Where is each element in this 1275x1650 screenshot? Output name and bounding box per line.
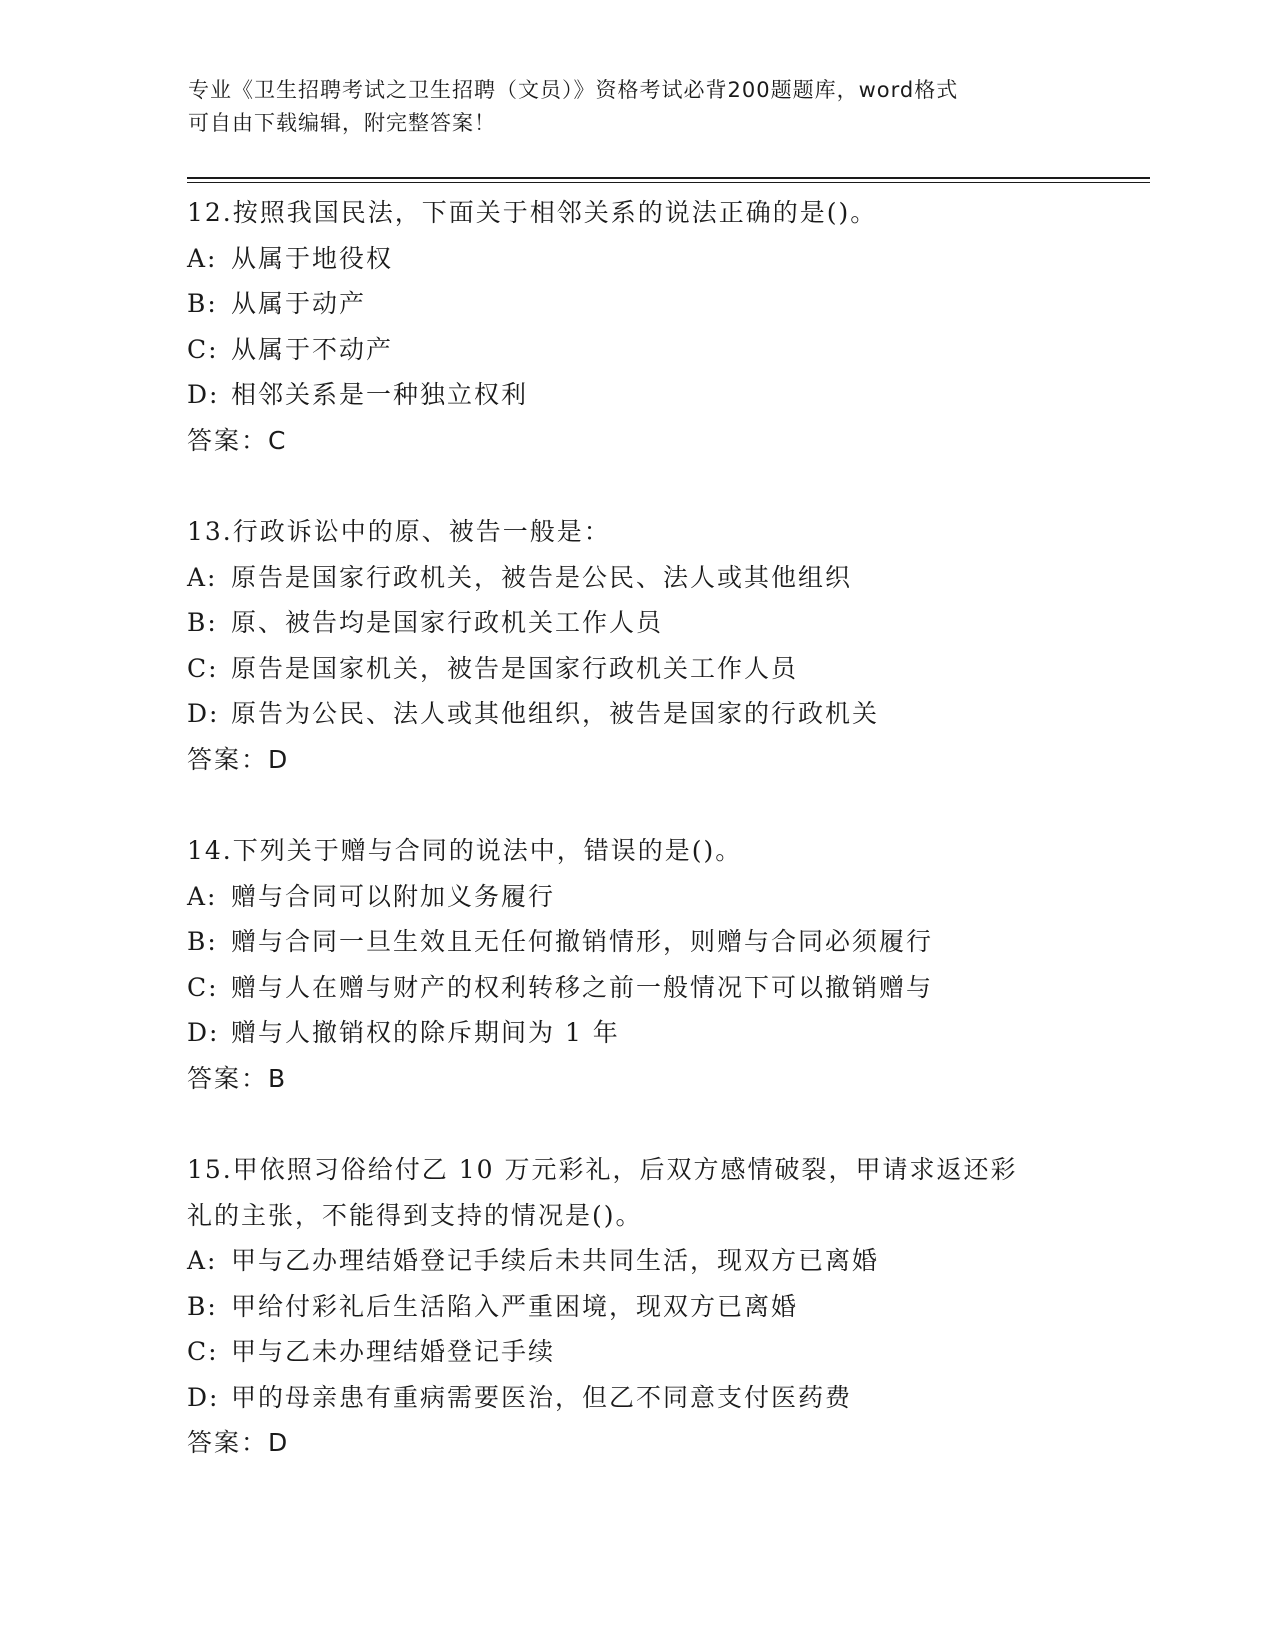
- question-list: [187, 190, 1087, 1466]
- option-letter: B:: [187, 289, 218, 318]
- option-letter: D:: [187, 699, 220, 728]
- answer-line: 答案：D: [187, 1428, 290, 1457]
- question-stem: 12.按照我国民法，下面关于相邻关系的说法正确的是()。: [187, 198, 878, 227]
- option-text: 原告为公民、法人或其他组织，被告是国家的行政机关: [231, 699, 880, 728]
- question-13: [187, 509, 1087, 782]
- answer-line: 答案：C: [187, 425, 288, 455]
- option-letter: A:: [187, 562, 218, 592]
- option-letter: C:: [187, 1337, 219, 1366]
- option-text: 原、被告均是国家行政机关工作人员: [231, 608, 664, 637]
- option-text: 甲给付彩礼后生活陷入严重困境，现双方已离婚: [231, 1291, 799, 1321]
- option-text: 甲的母亲患有重病需要医治，但乙不同意支付医药费: [231, 1382, 853, 1412]
- option-letter: A:: [187, 881, 218, 911]
- question-stem: 13.行政诉讼中的原、被告一般是：: [187, 517, 611, 546]
- question-spacer: [187, 782, 1087, 828]
- option-text: 原告是国家机关，被告是国家行政机关工作人员: [231, 653, 799, 683]
- option-a: [187, 236, 1087, 282]
- option-b: [187, 919, 1087, 965]
- question-stem-line-1: 15.甲依照习俗给付乙 10 万元彩礼，后双方感情破裂，甲请求返还彩: [187, 1155, 1018, 1184]
- document-header: [188, 74, 1088, 140]
- option-text: 甲与乙未办理结婚登记手续: [231, 1337, 556, 1366]
- option-letter: D:: [187, 380, 220, 409]
- option-d: [187, 372, 1087, 418]
- answer-line: 答案：D: [187, 744, 290, 774]
- option-text: 赠与人撤销权的除斥期间为 1 年: [231, 1018, 620, 1047]
- option-b: [187, 1284, 1087, 1330]
- option-letter: B:: [187, 1291, 218, 1321]
- option-letter: B:: [187, 927, 218, 956]
- option-c: [187, 646, 1087, 692]
- option-letter: D:: [187, 1018, 220, 1047]
- option-text: 赠与合同一旦生效且无任何撤销情形，则赠与合同必须履行: [231, 927, 934, 956]
- option-c: [187, 327, 1087, 373]
- option-d: [187, 1375, 1087, 1421]
- header-divider-thin: [187, 182, 1150, 183]
- question-stem: 14.下列关于赠与合同的说法中，错误的是()。: [187, 836, 743, 865]
- header-title-line-1: 专业《卫生招聘考试之卫生招聘（文员）》资格考试必背200题题库，word格式: [188, 78, 959, 102]
- option-a: [187, 555, 1087, 601]
- question-spacer: [187, 463, 1087, 509]
- option-b: [187, 600, 1087, 646]
- question-stem-line-2: 礼的主张，不能得到支持的情况是()。: [187, 1200, 643, 1230]
- option-d: [187, 1010, 1087, 1056]
- option-letter: A:: [187, 243, 218, 273]
- option-b: [187, 281, 1087, 327]
- option-c: [187, 965, 1087, 1011]
- option-text: 赠与人在赠与财产的权利转移之前一般情况下可以撤销赠与: [231, 972, 934, 1002]
- option-letter: C:: [187, 972, 219, 1002]
- question-15: [187, 1147, 1087, 1466]
- option-letter: D:: [187, 1382, 220, 1412]
- header-divider-thick: [187, 177, 1150, 179]
- question-12: [187, 190, 1087, 463]
- option-text: 甲与乙办理结婚登记手续后未共同生活，现双方已离婚: [231, 1246, 880, 1275]
- answer-line: 答案：B: [187, 1063, 288, 1093]
- option-text: 从属于地役权: [231, 243, 394, 273]
- option-text: 赠与合同可以附加义务履行: [231, 881, 556, 911]
- option-c: [187, 1329, 1087, 1375]
- question-spacer: [187, 1101, 1087, 1147]
- option-text: 相邻关系是一种独立权利: [231, 380, 529, 409]
- question-14: [187, 828, 1087, 1101]
- option-d: [187, 691, 1087, 737]
- header-title-line-2: 可自由下载编辑，附完整答案！: [188, 111, 496, 135]
- option-text: 从属于动产: [231, 289, 367, 318]
- option-text: 从属于不动产: [231, 334, 394, 364]
- option-letter: C:: [187, 653, 219, 683]
- option-letter: C:: [187, 334, 219, 364]
- option-a: [187, 874, 1087, 920]
- option-a: [187, 1238, 1087, 1284]
- option-letter: A:: [187, 1246, 218, 1275]
- option-letter: B:: [187, 608, 218, 637]
- option-text: 原告是国家行政机关，被告是公民、法人或其他组织: [231, 562, 853, 592]
